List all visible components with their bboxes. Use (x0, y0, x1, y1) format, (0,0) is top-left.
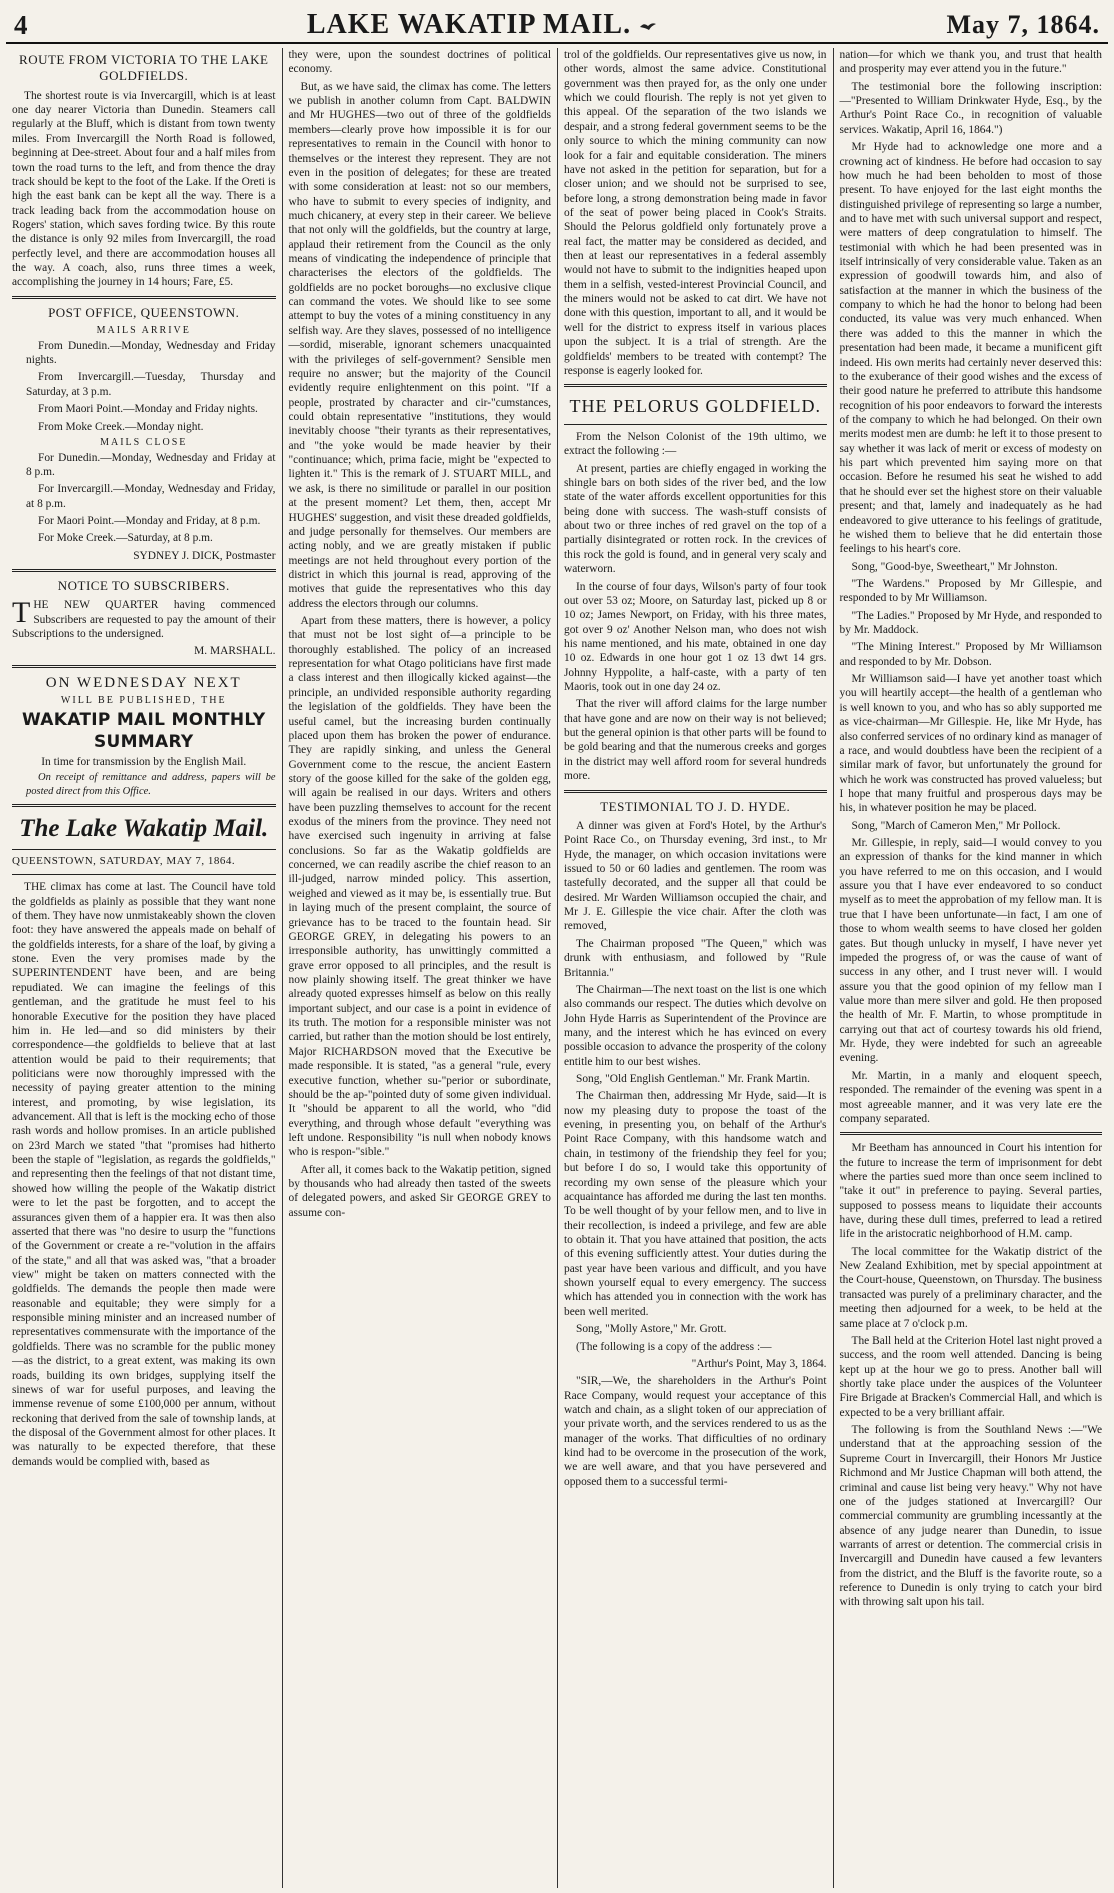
editorial-paragraph: trol of the goldfields. Our representatives give us now, in other words, almost the same advice. Constitutional government was then prayed for, as the only one under which we could flourish. The reply is not yet given to this appeal. Of the separation of the two islands we despair, and a strong federal government seems to be the only source to which the mining community can now look for a fair and equitable consideration. The miners have not asked in the petition for separation, but for a closer union; and we should not be surprised to see, before long, a strong demonstration being made in favor of the seat of power being placed in Cook's Straits. Should the Pelorus goldfield only fortunately prove a real fact, the matter may be considered as decided, and then at least our representatives in a federal assembly would not have to submit to the indignities heaped upon them in a selfish, vested-interest Provincial Council, and the miners would not be asked to cat dirt. We have not done with this question, important to all, and it would be well for the district to express itself in various places upon the subject. It is a trial of strength. Are the goldfields' members to be treated with contempt? The response is eagerly looked for. (564, 49, 827, 377)
column-1 (6, 48, 282, 1888)
testimonial-paragraph: The Chairman proposed "The Queen," which was drunk with enthusiasm, and followed by "Rule Britannia." (564, 937, 827, 979)
news-paragraph: Mr Beetham has announced in Court his intention for the future to increase the term of imprisonment for debt where the parties sued more than once seem inclined to "take it out" in preference to paying. Several parties, supposed to possess means to liquidate their accounts have, during these dull times, preferred to lead a retired life in the aristocratic neighborhood of H.M. camp. (839, 1142, 1102, 1241)
testimonial-paragraph: Mr. Gillespie, in reply, said—I would convey to you an expression of thanks for the kind manner in which you have referred to me on this occasion, and I would assure you that I have ever endeavored to so conduct myself as to meet the approbation of my fellow man. It is true that I have been unfortunate—in fact, I am one of those to whom wealth seems to have closed her golden gates. But though unlucky in myself, I have never yet impeded the progress of, or was the cause of want of success in any other, and I trust never will. I would assure you that the good opinion of my fellow man I value more than mere silver and gold. He then proposed the health of Mr. F. Martin, to whose promptitude in carrying out that act of courtesy towards his old friend, Mr. Hyde, they were indebted for such an agreeable evening. (839, 837, 1102, 1065)
divider (564, 424, 827, 425)
drop-cap: T (12, 596, 31, 630)
mail-close-line: For Invercargill.—Monday, Wednesday and Friday, at 8 p.m. (26, 483, 276, 510)
editorial-paragraph: But, as we have said, the climax has come. The letters we publish in another column from Capt. BALDWIN and Mr HUGHES—two out of three of the goldfields members—clearly prove how impossible it is for our representatives to remain in the Council with honor to themselves or the interest they represent. They are not even in the position of delegates; for these are treated with some consideration at least: not so our members, who have to submit to every species of indignity, and much chicanery, at every step in their career. We believe that not only will the goldfields, but the country at large, applaud their retirement from the Council as the only means of vindicating the independence of principle that characterises the electors of the goldfields. The goldfields are no pocket boroughs—no exclusive clique can command the votes. We should like to see some attempt to buy the votes of a mining constituency in any selfish way. Are they slaves, possessed of no intelligence—sordid, miserable, ignorant schemers unacquainted with the privileges of self-government? Sensible men require no answer; but the majority of the Council evidently require enlightenment on this point. "If a people, prostrated by character and cir-"cumstances, could obtain representative "institutions, they would inevitably choose "their tyrants as their representatives, and "the yoke would be made heavier by their "continuance; which, prima facie, might be "expected to lighten it." This is the remark of J. STUART MILL, and we ask, is there no similitude or parallel in our position at the present moment? Let them, then, accept Mr HUGHES' suggestion, and visit these dreaded goldfields, and judge personally for themselves. Our members are acting nobly, and we are greatly mistaken if public meetings are not held throughout every portion of the district in which this journal is read, approving of the motives that guide the representatives who this day address the electors through our columns. (288, 80, 551, 610)
news-paragraph: The local committee for the Wakatip district of the New Zealand Exhibition, met by special appointment at the Court-house, Queenstown, on Thursday. The business transacted was purely of a preliminary character, and the meeting then adjourned for a week, to be held at the same place at 7 o'clock p.m. (839, 1245, 1102, 1330)
news-paragraph: The Ball held at the Criterion Hotel last night proved a success, and the room well attended. Dancing is being kept up at the hour we go to press. Another ball will shortly take place under the auspices of the Volunteer Fire Brigade at Bracken's Commercial Hall, and which is expected to be a very brilliant affair. (839, 1334, 1102, 1419)
mail-arrive-line: From Maori Point.—Monday and Friday nights. (38, 403, 258, 416)
testimonial-paragraph: (The following is a copy of the address :— (576, 1340, 772, 1353)
testimonial-toast: "The Mining Interest." Proposed by Mr Williamson and responded to by Mr. Dobson. (839, 641, 1102, 668)
route-heading: ROUTE FROM VICTORIA TO THE LAKE GOLDFIELDS. (19, 52, 269, 84)
testimonial-heading: TESTIMONIAL TO J. D. HYDE. (600, 798, 791, 814)
divider (12, 569, 276, 572)
monthly-summary-title: WAKATIP MAIL MONTHLY SUMMARY (21, 710, 266, 752)
subscribers-signature: M. MARSHALL. (194, 645, 276, 658)
post-office-heading: POST OFFICE, QUEENSTOWN. (48, 304, 240, 320)
testimonial-paragraph: The Chairman—The next toast on the list is one which also commands our respect. The duties which devolve on John Hyde Harris as Superintendent of the Province are many, and the interest which he has evinced on every possible occasion to advance the prosperity of the colony entitle him to our best wishes. (564, 983, 827, 1068)
testimonial-paragraph: The Chairman then, addressing Mr Hyde, said—It is now my pleasing duty to propose the toast of the evening, in presenting you, on behalf of the Arthur's Point Race Company, with this handsome watch and chain, in testimony of the friendship they feel for you; but before I do so, I would take this opportunity of recording my own sense of the pleasure which your acquaintance has afforded me during the last ten months. To be well thought of by your fellow men, and to live in their recollection, is indeed a privilege, and few are able to obtain it. That you have attained that position, the acts of this evening sufficiently attest. Your duties during the past year have been various and difficult, and you have shown yourself equal to every emergency. The success which has attended you in connection with the work has been well merited. (564, 1090, 827, 1318)
mail-close-line: For Moke Creek.—Saturday, at 8 p.m. (38, 532, 213, 545)
testimonial-paragraph: "SIR,—We, the shareholders in the Arthur's Point Race Company, would request your acceptance of this watch and chain, as a slight token of our appreciation of your private worth, and the services rendered to us as the manager of the works. That difficulties of no ordinary kind had to be overcome in the prosecution of the work, we are well aware, and that you have persevered and opposed them to a successful termi- (564, 1375, 827, 1488)
testimonial-paragraph: nation—for which we thank you, and trust that health and prosperity may ever attend you in the future." (839, 49, 1102, 76)
summary-mail-line: In time for transmission by the English Mail. (41, 756, 247, 769)
testimonial-paragraph: Mr Hyde had to acknowledge one more and a crowning act of kindness. He before had occasion to say how much he had been beholden to most of those present. To have enjoyed for the last eight months the distinguished privilege of representing so large a number, and to have met with such universal support and respect, were matters of deep congratulation to himself. The testimonial with which he had been presented was in itself intrinsically of very considerable value. Taken as an expression of goodwill towards him, and also of satisfaction at the manner in which the business of the company to which he had the honor to belong had been conducted, its value was very much enhanced. When there was added to this the manner in which the presentation had been made, it became a munificent gift indeed. His own merits had certainly never deserved this: to the exuberance of their good wishes and the excess of their good nature he preferred to attribute this handsome recognition of his poor endeavors to forward the interests of the company to which he had belonged. On their own merits modest men are dumb: he left it to those present to say whether it was lack of merit or excess of modesty on his part which prevented him saying more on that occasion. Before he resumed his seat he wished to add that he should ever set the highest store on their valuable present; and that, lamely and inadequately as he had endeavored to give utterance to his feelings of gratitude, he wished them to believe that he did entertain those feelings to his heart's core. (839, 141, 1102, 556)
mail-arrive-line: From Invercargill.—Tuesday, Thursday and Saturday, at 3 p.m. (26, 371, 276, 398)
issue-date: May 7, 1864. (946, 10, 1100, 39)
divider (564, 384, 827, 387)
testimonial-paragraph: The testimonial bore the following inscription:—"Presented to William Drinkwater Hyde, Esq., by the Arthur's Point Race Co., in recognition of valuable services. Wakatip, April 16, 1864.") (839, 80, 1102, 136)
newspaper-title (54, 9, 910, 41)
subscribers-body (12, 598, 276, 641)
column-3 (557, 48, 833, 1888)
column-4 (833, 48, 1109, 1888)
subscribers-text: HE NEW QUARTER having commenced Subscribers are requested to pay the amount of their Subscriptions to the undersigned. (12, 599, 276, 641)
testimonial-toast: "The Ladies." Proposed by Mr Hyde, and responded to by Mr. Maddock. (839, 609, 1102, 637)
mail-close-line: For Dunedin.—Monday, Wednesday and Friday at 8 p.m. (26, 451, 276, 478)
divider (12, 804, 276, 807)
divider (840, 1132, 1103, 1135)
columns (6, 48, 1108, 1888)
divider (12, 296, 276, 299)
newspaper-title-text: LAKE WAKATIP MAIL. (306, 9, 632, 40)
address-dateline: "Arthur's Point, May 3, 1864. (691, 1357, 827, 1370)
paper-title: The Lake Wakatip Mail. (19, 814, 269, 842)
mail-arrive-line: From Dunedin.—Monday, Wednesday and Friday nights. (26, 339, 276, 367)
mail-close-line: For Maori Point.—Monday and Friday, at 8 p.m. (38, 514, 261, 527)
divider (12, 849, 276, 850)
pelorus-heading: THE PELORUS GOLDFIELD. (569, 396, 821, 417)
testimonial-song: Song, "Old English Gentleman." Mr. Frank Martin. (576, 1073, 810, 1086)
divider (12, 874, 276, 875)
subscribers-heading: NOTICE TO SUBSCRIBERS. (57, 578, 230, 594)
editorial-paragraph: After all, it comes back to the Wakatip petition, signed by thousands who had already then tasted of the sweets of delegated powers, and asked Sir GEORGE GREY to assume con- (288, 1163, 551, 1219)
mails-arrive-label: MAILS ARRIVE (96, 325, 191, 337)
editorial-dateline: QUEENSTOWN, SATURDAY, MAY 7, 1864. (12, 855, 236, 868)
testimonial-paragraph: Mr. Martin, in a manly and eloquent speech, responded. The remainder of the evening was spent in a most agreeable manner, and it was very late ere the company separated. (839, 1069, 1102, 1125)
pelorus-paragraph: In the course of four days, Wilson's party of four took out over 53 oz; Moore, on Saturday last, picked up 8 or 10 oz; James Newport, on Friday, with his three mates, got over 9 oz' Another Nelson man, who does not wish his name mentioned, and his mate, obtained in one day 10 oz. Edwards in one hour got 1 oz 13 dwt 14 grs. Johnny Hyppolite, a half-caste, with a party of ten Maoris, took out in one day 24 oz. (564, 580, 827, 694)
pelorus-paragraph: That the river will afford claims for the large number that have gone and are now on their way is not believed; but the general opinion is that other parts will be found to be gold bearing and that the numerous creeks and gorges in the district may well afford room for several hundreds more. (564, 698, 827, 783)
masthead (6, 8, 1108, 44)
editorial-paragraph: they were, upon the soundest doctrines of political economy. (288, 49, 551, 76)
testimonial-song: Song, "Good-bye, Sweetheart," Mr Johnston. (851, 560, 1058, 573)
divider (12, 665, 276, 668)
summary-note: On receipt of remittance and address, papers will be posted direct from this Office. (26, 772, 276, 797)
testimonial-toast: "The Wardens." Proposed by Mr Gillespie, and responded to by Mr Williamson. (839, 577, 1102, 605)
column-2 (282, 48, 558, 1888)
testimonial-paragraph: A dinner was given at Ford's Hotel, by the Arthur's Point Race Co., on Thursday evening, 3rd inst., to Mr Hyde, the manager, on which occasion invitations were issued to 50 or 60 ladies and gentlemen. The room was tastefully decorated, and the supper all that could be desired. Mr Warden Williamson occupied the chair, and Mr J. E. Gillespie the vice chair. After the cloth was removed, (564, 819, 827, 933)
pelorus-paragraph: From the Nelson Colonist of the 19th ultimo, we extract the following :— (564, 430, 827, 458)
summary-subline: WILL BE PUBLISHED, THE (60, 694, 227, 706)
editorial-paragraph: Apart from these matters, there is however, a policy that must not be lost sight of—a principle to be thoroughly established. The policy of an increased representation for what Otago politicians have first made a class interest and then illogically kicked against—the principle, an undivided responsible authority regarding the legislation of the goldfields. They have been the useful camel, but the increasing burden continually placed upon them has broken the power of endurance. They are rapidly sinking, and unless the General Government come to the rescue, the ancient Eastern story of the goose killed for the sake of the golden egg, will again be realised in our days. Writers and others have been puzzling themselves to account for the recent exodus of the miners from the province. They need not have exercised such ingenuity in arriving at false conclusions. So far as the Wakatip goldfields are concerned, we can readily ascribe the chief reason to an ill-judged, narrow minded policy. This assertion, weighed and viewed as it may be, is essentially true. But in laying much of the present complaint, the source of grievance has to be traced to the fountain head. Sir GEORGE GREY, in delegating his powers to an irresponsible authority, has unwittingly committed a grave error opposed to all principles, and the result is now plainly showing itself. The great thinker we have already quoted expresses himself as below on this really important subject, and our case is a point in evidence of its truth. The motion for a responsible minister was not carried, but rather than the motion should be lost entirely, Major RICHARDSON moved that the Executive be made responsible. It is stated, "as a general "rule, every executive function, whether su-"perior or subordinate, should be the ap-"pointed duty of some given individual. It "should be apparent to all the world, who "did everything, and through whose default "everything was left undone. Responsibility "is null when nobody knows who is respon-"sible." (288, 615, 551, 1159)
editorial-paragraph: THE climax has come at last. The Council have told the goldfields as plainly as possible that they want none of them. They have now unmistakeably shown the cloven foot: they have answered the appeals made on behalf of the goldfields interests, for a share of the loaf, by giving a stone. Even the very promises made by the SUPERINTENDENT have been, and are being repudiated. We can imagine the feelings of this gentleman, and the gratitude he must feel to his honorable Executive for the position they have placed him in. He led—and so did ministers by their correspondence—the goldfields to believe that at last attention would be paid to their requirements; that politicians were now thoroughly impressed with the necessity of paying greater attention to the mining interest, and promoting, by wise legislation, its advancement. All that is left is the mocking echo of those rash words and hollow promises. In an article published on 23rd March we stated "that "promises had hitherto been the staple of "legislation, as regards the goldfields," and representing then the feelings of that not distant time, showed how willing the people of the Wakatip district were to let the past be forgotten, and to accept the assurances given them of a happier era. It was then also asserted that there was "no desire to usurp the "functions of the Government or create a re-"volution in the affairs of the state," and all that was asked was, "that a broader view" might be taken on matters connected with the goldfields. The demands the people then made were reasonable and equitable; they were simply for a responsible mining minister and an increased number of representatives commensurate with the importance of the goldfields. There was no scramble for the public money—as the district, to a great extent, was making its own roads, building its own bridges, supplying itself the sinews of war for useful purposes, and leaving the immense revenue of some £100,000 per annum, without reckoning that derived from the sale of township lands, at the disposal of the Government almost for other places. It was naturally to be expected therefore, that these demands would be complied with, based as (12, 881, 276, 1468)
testimonial-song: Song, "March of Cameron Men," Mr Pollock. (851, 819, 1061, 832)
postmaster-signature: SYDNEY J. DICK, Postmaster (133, 549, 276, 562)
testimonial-song: Song, "Molly Astore," Mr. Grott. (576, 1323, 727, 1336)
news-paragraph: The following is from the Southland News :—"We understand that at the approaching session of the Supreme Court in Invercargill, their Honors Mr Justice Richmond and Mr Justice Chapman will both attend, the criminal and cause list being very heavy." Why not have one of the judges stationed at Invercargill? Our commercial community are grumbling incessantly at the absence of any judge nearer than Dunedin, to issue warrants of arrest or detention. The commercial crisis in Invercargill and Dunedin have caused a few levanters from the district, and the Bluff is the favorite route, so a reference to Dunedin is only trying to catch your bird with throwing salt upon his tail. (839, 1424, 1102, 1609)
bird-ornament-icon (639, 21, 657, 33)
divider (564, 790, 827, 793)
page-number: 4 (14, 9, 29, 40)
mails-close-label: MAILS CLOSE (100, 436, 188, 448)
mail-arrive-line: From Moke Creek.—Monday night. (38, 420, 204, 433)
summary-announcement: ON WEDNESDAY NEXT (45, 674, 242, 691)
pelorus-paragraph: At present, parties are chiefly engaged in working the shingle bars on both sides of the river bed, and the low state of the water affords excellent opportunities for this being done with success. The wash-stuff consists of about two or three inches of red gravel on the top of a partially disintegrated or rotten rock. In the crevices of this rock the gold is found, and in general very scaly and waterworn. (564, 462, 827, 576)
route-body: The shortest route is via Invercargill, which is at least one day nearer Victoria than Dunedin. Steamers call regularly at the Bluff, which is distant from town twenty miles. From Invercargill the North Road is followed, beginning at Dee-street. About four and a half miles from town the road turns to the left, and from thence the dray track should be kept to the foot of the Lake. If the Oreti is high the east bank can be kept all the way. There is a track leading back from the accommodation house on Rogers' station, which saves fording twice. By this route the distance is only 92 miles from Invercargill, the road perfectly level, and there are accommodation houses all the way. A coach, also, runs three times a week, accomplishing the journey in 14 hours; Fare, £5. (12, 89, 276, 289)
testimonial-paragraph: Mr Williamson said—I have yet another toast which you will heartily accept—the health of a gentleman who is well known to you, and who has so ably supported me as vice-chairman—Mr Gillespie. He, like Mr Hyde, has also conferred services of no ordinary kind as manager of a race, and would doubtless have been the recipient of a similar mark of favor, but unfortunately the ground for which he work was constructed has proved valueless; but I hope that many fruitful and prosperous days may be his, in whatever position he may be placed. (839, 673, 1102, 815)
